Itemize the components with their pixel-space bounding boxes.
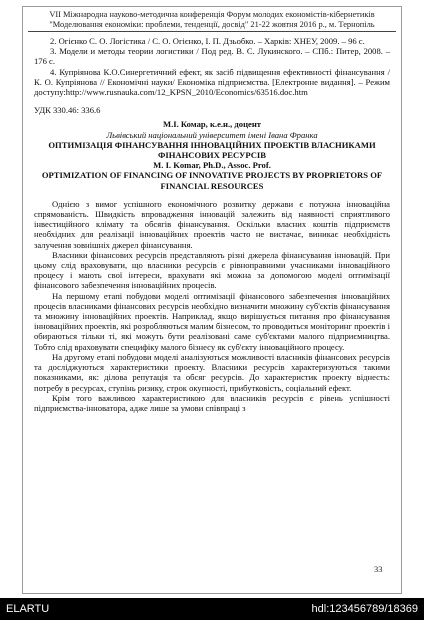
running-header — [28, 10, 396, 30]
reference-3: 3. Модели и методы теории логистики / Под ред. В. С. Лукинского. – СПб.: Питер, 2008. – 176 с. — [34, 46, 390, 67]
article-body — [34, 36, 390, 413]
page-number: 33 — [374, 565, 383, 574]
paragraph-1: Однією з вимог успішного економічного розвитку держави є потужна інноваційна спрямованість. Швидкість впровадження інновацій залежить від наявності сприятливого інвестиційного клімату та обсягів фінансування. Оскільки власних коштів підприємств необхідних для реалізації інноваційних проектів часто не вистачає, виникає необхідність залучення зовнішніх джерел фінансування. — [34, 198, 390, 250]
author-en: M. I. Komar, Ph.D., Assoc. Prof. — [153, 160, 271, 171]
paragraph-2: Власники фінансових ресурсів представляють різні джерела фінансування інновацій. При цьому слід враховувати, що власники ресурсів є рівноправними учасниками інноваційного процесу і мають свої інтереси, врахувати які можна за допомогою моделі оптимізації фінансового забезпечення інноваційних процесів. — [34, 249, 390, 291]
paragraph-4: На другому етапі побудови моделі аналізуються можливості власників фінансових ресурсів та досліджуються характеристики проекту. Власники ресурсів характеризуються такими показниками, як: ділова репутація та обсяг ресурсів. До характеристик проекту віднесть: потребу в ресурсах, ступінь ризику, строк окупності, прибутковість, соціальний ефект. — [34, 351, 390, 393]
reference-4: 4. Купріянова К.О.Синергетичний ефект, як засіб підвищення ефективності фінансування / К. О. Купріянова // Економічні науки/ Економіка підприємства. [Електронне видання]. – Режим доступу:http://www.rusnauka.com/12_KPSN_2010/Economics/63516.doc.htm — [34, 66, 390, 98]
header-line-1: VII Міжнародна науково-методична конференція Форум молодих економістів-кібернетиків — [49, 10, 375, 19]
header-line-2: "Моделювання економіки: проблеми, тенденції, досвід" 21-22 жовтня 2016 р., м. Тернопіль — [49, 20, 375, 29]
paragraph-3: На першому етапі побудови моделі оптимізації фінансового забезпечення інноваційних процесів власниками фінансових ресурсів необхідно визначити множину суб'єктів фінансування та множину інноваційних проектів. Наприклад, якщо вирішується питання про фінансування інноваційних проектів, які розробляються малим бізнесом, то проводиться моніторинг проектів і обираються тільки ті, які можуть бути реалізовані саме суб'єктами малого підприємництва. Тобто слід враховувати специфіку малого бізнесу як суб'єкту інноваційного процесу. — [34, 290, 390, 352]
affiliation: Львівський національний університет імені Івана Франка — [106, 129, 318, 140]
reference-2: 2. Огієнко С. О. Логістика / С. О. Огієнко, І. П. Дзьобко. – Харків: ХНЕУ, 2009. – 96 с. — [50, 36, 365, 46]
author-ua: М.І. Комар, к.е.н., доцент — [162, 119, 262, 130]
footer-repository-name[interactable]: ELARTU — [6, 603, 50, 615]
paragraph-5: Крім того важливою характеристикою для власників ресурсів є рівень успішності підприємства-інноватора, адже лише за умови співпраці з — [34, 392, 390, 413]
footer-bar — [0, 598, 424, 620]
footer-handle-link[interactable]: hdl:123456789/18369 — [311, 603, 418, 615]
udc-code: УДК 330.46: 336.6 — [34, 105, 101, 116]
title-ua: ОПТИМІЗАЦІЯ ФІНАНСУВАННЯ ІННОВАЦІЙНИХ ПРОЕКТІВ ВЛАСНИКАМИ ФІНАНСОВИХ РЕСУРСІВ — [48, 139, 376, 161]
title-en: OPTIMIZATION OF FINANCING OF INNOVATIVE PROJECTS BY PROPRIETORS OF FINANCIAL RESOURCES — [41, 170, 383, 191]
header-rule — [28, 31, 396, 32]
